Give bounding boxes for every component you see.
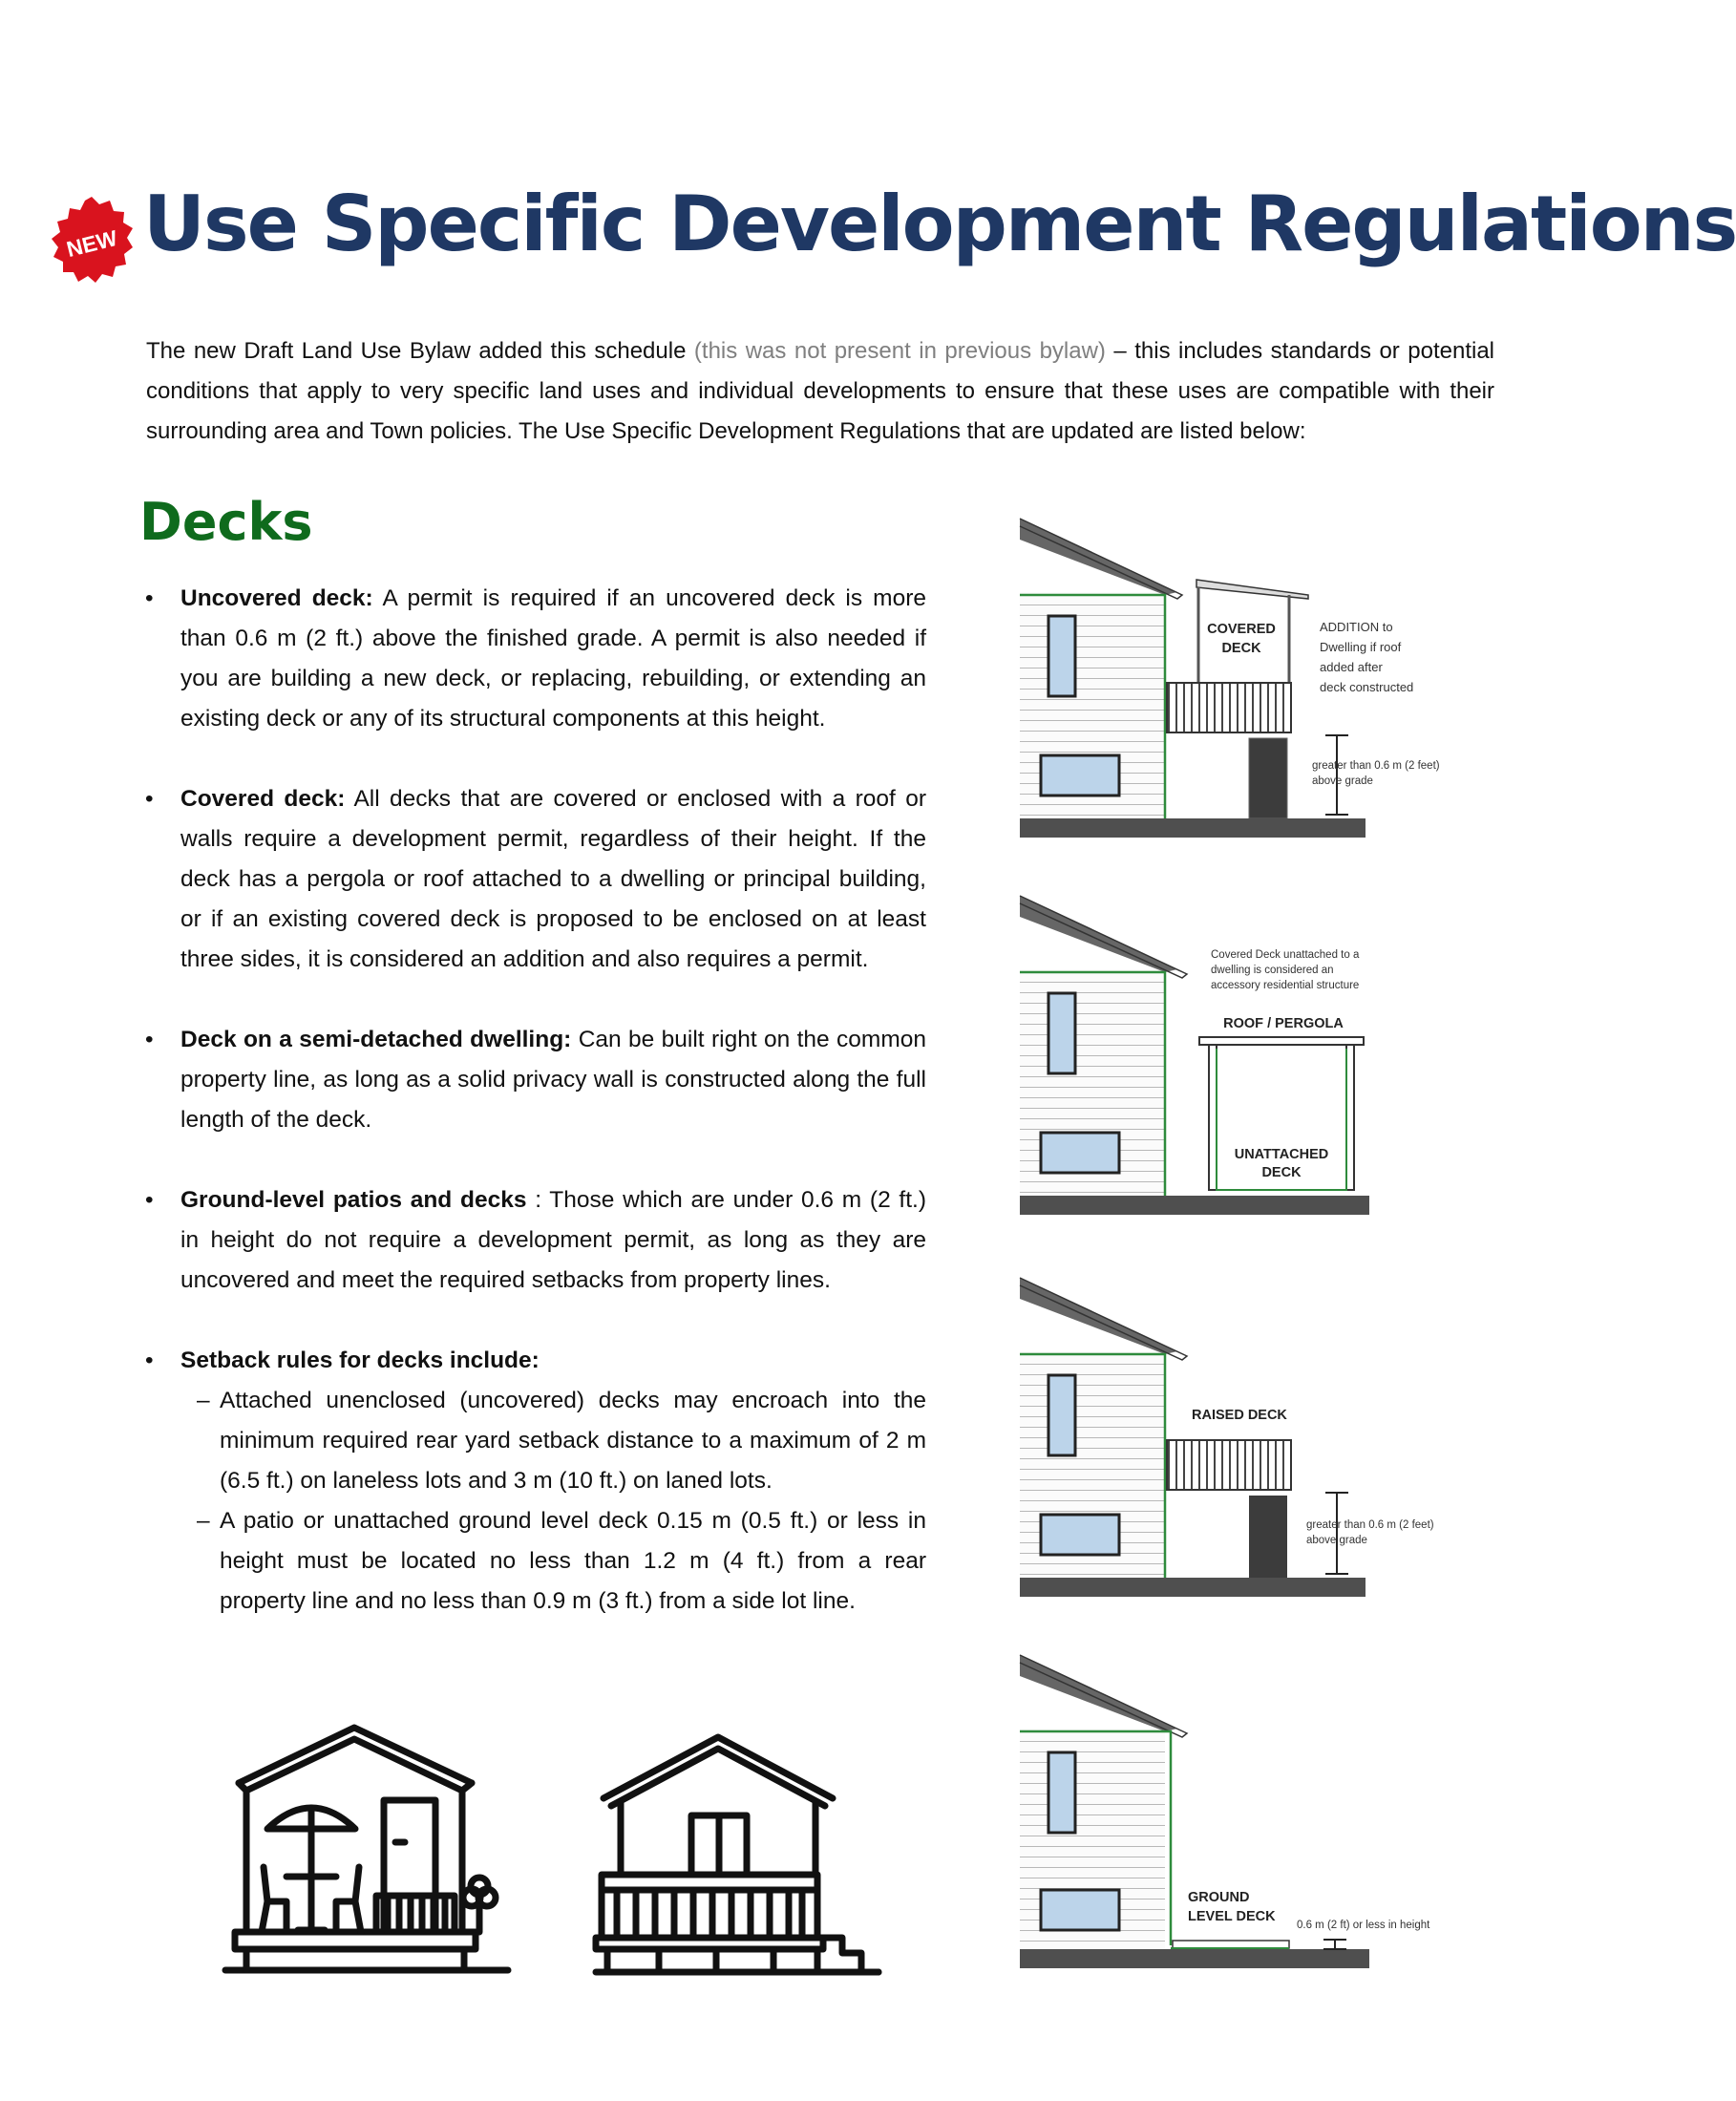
badge-text: NEW [64,224,120,263]
height-note: greater than 0.6 m (2 feet) [1306,1519,1434,1531]
intro-muted-note: (this was not present in previous bylaw) [693,338,1106,364]
patio-house-icon [225,1724,512,1977]
list-item [143,779,926,980]
intro-paragraph [146,331,1494,452]
ground-level-deck-diagram [1020,1647,1430,1977]
diagram-note: added after [1320,660,1383,674]
diagram-label: COVERED [1207,622,1276,637]
height-note: greater than 0.6 m (2 feet) [1312,760,1440,772]
diagram-label: LEVEL DECK [1188,1909,1276,1924]
list-item [143,579,926,739]
diagram-note: Covered Deck unattached to a [1211,949,1360,961]
intro-part-1: The new Draft Land Use Bylaw added this schedule [146,338,694,364]
bullet-lead: Ground-level patios and decks [180,1187,527,1213]
diagram-note: ADDITION to [1320,620,1393,634]
diagram-note: dwelling is considered an [1211,965,1334,976]
new-badge [44,195,139,290]
bullet-text: Can be built right on the common property line, as long as a solid privacy wall is constructed along the full length of the deck. [180,1027,926,1133]
list-item [143,1020,926,1140]
bullet-text: : Those which are under 0.6 m (2 ft.) in height do not require a development permit, as long as they are uncovered and meet the required setbacks from property lines. [180,1187,927,1293]
diagram-label: GROUND [1188,1890,1250,1905]
height-note: above grade [1306,1535,1367,1546]
raised-deck-house-icon [592,1733,888,1977]
bullet-lead: Deck on a semi-detached dwelling: [180,1027,572,1052]
covered-deck-diagram [1020,511,1440,840]
deck-rules-list [143,579,926,1622]
list-item [143,1180,926,1301]
bullet-text: A permit is required if an uncovered deck is more than 0.6 m (2 ft.) above the finished grade. A permit is also needed if you are building a new deck, or replacing, rebuilding, or extending an existing deck or any of its structural components at this height. [180,585,926,732]
bullet-lead: Covered deck: [180,786,346,812]
height-note: 0.6 m (2 ft) or less in height [1297,1920,1430,1931]
bullet-text: All decks that are covered or enclosed with a roof or walls require a development permit, regardless of their height. If the deck has a pergola or roof attached to a dwelling or principal building, or if an existing covered deck is proposed to be enclosed on at least three sides, it is considered an addition and also requires a permit. [180,786,926,972]
page-title: Use Specific Development Regulations [143,180,1736,268]
diagram-note: accessory residential structure [1211,980,1360,991]
diagram-note: Dwelling if roof [1320,640,1402,654]
diagram-label: UNATTACHED [1234,1147,1329,1162]
diagram-label: DECK [1221,641,1261,656]
unattached-deck-diagram [1020,888,1383,1218]
diagram-label: ROOF / PERGOLA [1223,1016,1344,1031]
section-heading-decks: Decks [139,492,313,552]
intro-part-2: – this includes standards or potential conditions that apply to very specific land uses and individual developments to ensure that these uses are compatible with their surrounding area and Town policies. The Use Specific Development Regulations that are updated are listed below: [146,338,1495,444]
diagram-note: deck constructed [1320,680,1414,694]
setback-rule: – Attached unenclosed (uncovered) decks may encroach into the minimum required rear yard setback distance to a maximum of 2 m (6.5 ft.) on laneless lots and 3 m (10 ft.) on laned lots. [197,1381,926,1501]
diagram-label: DECK [1261,1165,1302,1180]
list-item [143,1341,926,1622]
setback-rule: – A patio or unattached ground level deck 0.15 m (0.5 ft.) or less in height must be located no less than 1.2 m (4 ft.) from a rear property line and no less than 0.9 m (3 ft.) from a side lot line. [197,1501,926,1622]
bullet-lead: Uncovered deck: [180,585,373,611]
height-note: above grade [1312,775,1373,787]
raised-deck-diagram [1020,1270,1434,1600]
diagram-label: RAISED DECK [1192,1408,1287,1423]
setback-rules-list [143,1381,926,1622]
bullet-lead: Setback rules for decks include: [180,1348,540,1373]
